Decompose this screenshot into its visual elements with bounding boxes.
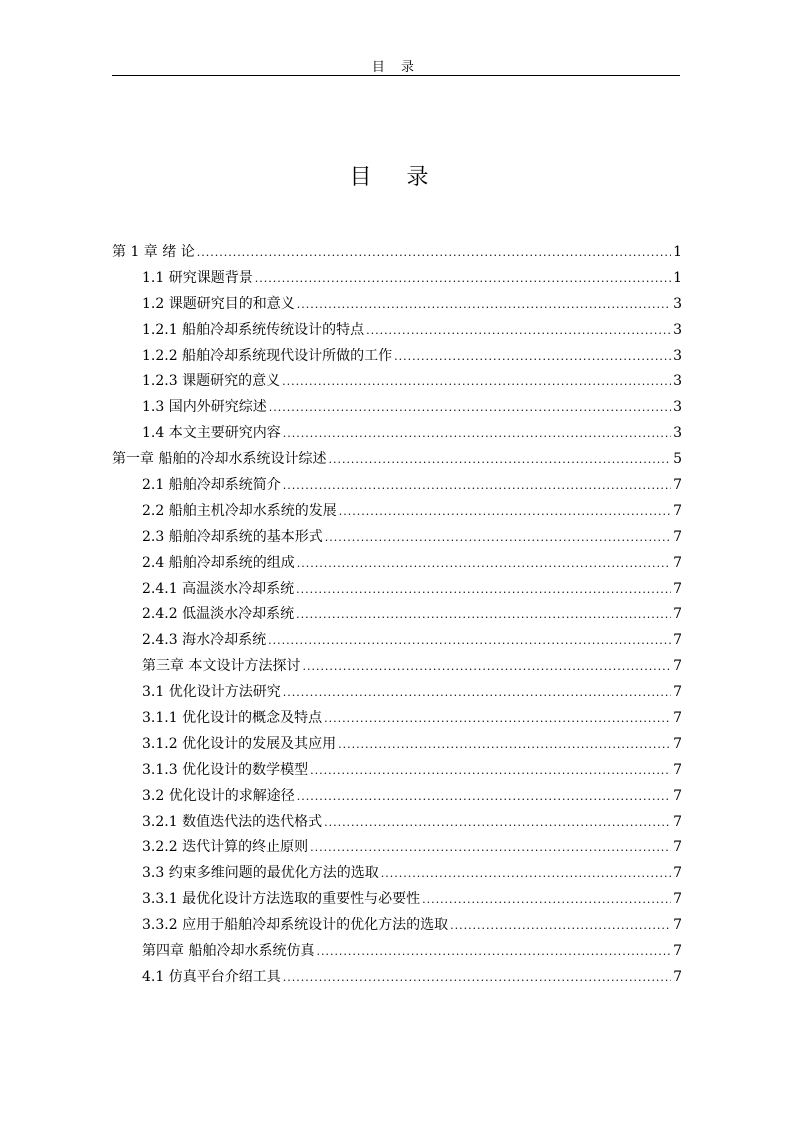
toc-entry[interactable] xyxy=(112,913,682,939)
toc-entry-label: 1.1 研究课题背景 xyxy=(142,269,253,286)
toc-page-number: 7 xyxy=(673,735,682,752)
toc-entry[interactable] xyxy=(112,939,682,965)
toc-entry[interactable] xyxy=(112,628,682,654)
toc-dot-leader xyxy=(450,913,671,939)
toc-dot-leader xyxy=(366,318,671,344)
running-header: 目 录 xyxy=(371,60,421,75)
toc-entry[interactable] xyxy=(112,887,682,913)
header-rule xyxy=(112,75,680,76)
toc-page-number: 7 xyxy=(673,917,682,934)
toc-entry-label: 2.4.2 低温淡水冷却系统 xyxy=(142,606,295,623)
toc-entry-label: 3.3 约束多维问题的最优化方法的选取 xyxy=(142,865,379,882)
toc-entry[interactable] xyxy=(112,318,682,344)
toc-page-number: 7 xyxy=(673,710,682,727)
toc-entry[interactable] xyxy=(112,810,682,836)
toc-page-number: 7 xyxy=(673,606,682,623)
toc-page-number: 7 xyxy=(673,891,682,908)
toc-entry[interactable] xyxy=(112,680,682,706)
toc-dot-leader xyxy=(297,784,671,810)
toc-dot-leader xyxy=(302,654,671,680)
toc-entry-label: 3.1.1 优化设计的概念及特点 xyxy=(142,710,323,727)
toc-dot-leader xyxy=(310,835,671,861)
toc-dot-leader xyxy=(283,421,671,447)
toc-dot-leader xyxy=(297,292,671,318)
toc-entry[interactable] xyxy=(112,344,682,370)
toc-entry-label: 3.1 优化设计方法研究 xyxy=(142,684,281,701)
toc-entry[interactable] xyxy=(112,551,682,577)
toc-page-number: 7 xyxy=(673,787,682,804)
toc-entry[interactable] xyxy=(112,240,682,266)
toc-page-number: 7 xyxy=(673,632,682,649)
toc-page-number: 1 xyxy=(673,269,682,286)
toc-dot-leader xyxy=(268,628,671,654)
toc-page-number: 3 xyxy=(673,399,682,416)
toc-page-number: 7 xyxy=(673,865,682,882)
toc-dot-leader xyxy=(296,602,671,628)
toc-page-number: 1 xyxy=(673,244,682,260)
toc-page-number: 7 xyxy=(673,502,682,519)
toc-entry-label: 1.3 国内外研究综述 xyxy=(142,399,267,416)
toc-page-number: 7 xyxy=(673,968,682,985)
toc-page-number: 7 xyxy=(673,943,682,960)
toc-dot-leader xyxy=(283,965,671,991)
toc-entry[interactable] xyxy=(112,758,682,784)
toc-dot-leader xyxy=(197,240,671,266)
toc-page-number: 3 xyxy=(673,295,682,312)
toc-dot-leader xyxy=(338,732,671,758)
toc-entry[interactable] xyxy=(112,421,682,447)
toc-dot-leader xyxy=(324,810,671,836)
toc-dot-leader xyxy=(283,473,671,499)
table-of-contents xyxy=(112,240,682,991)
toc-entry[interactable] xyxy=(112,499,682,525)
toc-page-number: 7 xyxy=(673,580,682,597)
toc-entry-label: 第 1 章 绪 论 xyxy=(112,244,195,260)
toc-entry-label: 2.4 船舶冷却系统的组成 xyxy=(142,554,295,571)
toc-entry-label: 2.4.3 海水冷却系统 xyxy=(142,632,267,649)
toc-entry[interactable] xyxy=(112,369,682,395)
toc-entry-label: 第一章 船舶的冷却水系统设计综述 xyxy=(112,451,327,468)
toc-entry[interactable] xyxy=(112,965,682,991)
toc-entry[interactable] xyxy=(112,706,682,732)
toc-dot-leader xyxy=(282,369,671,395)
toc-entry-label: 1.2.1 船舶冷却系统传统设计的特点 xyxy=(142,321,365,338)
toc-dot-leader xyxy=(328,447,671,473)
toc-entry-label: 1.2.2 船舶冷却系统现代设计所做的工作 xyxy=(142,347,393,364)
toc-entry-label: 3.3.2 应用于船舶冷却系统设计的优化方法的选取 xyxy=(142,917,449,934)
toc-entry-label: 第四章 船舶冷却水系统仿真 xyxy=(142,943,315,960)
toc-entry[interactable] xyxy=(112,577,682,603)
toc-page-number: 3 xyxy=(673,321,682,338)
toc-entry-label: 第三章 本文设计方法探讨 xyxy=(142,658,301,675)
toc-entry-label: 1.2 课题研究目的和意义 xyxy=(142,295,295,312)
toc-page-number: 7 xyxy=(673,839,682,856)
toc-dot-leader xyxy=(316,939,671,965)
toc-entry-label: 3.2.2 迭代计算的终止原则 xyxy=(142,839,309,856)
toc-entry-label: 1.4 本文主要研究内容 xyxy=(142,425,281,442)
toc-entry-label: 2.2 船舶主机冷却水系统的发展 xyxy=(142,502,337,519)
toc-entry-label: 3.1.2 优化设计的发展及其应用 xyxy=(142,735,337,752)
toc-entry-label: 1.2.3 课题研究的意义 xyxy=(142,373,281,390)
page-title: 目 录 xyxy=(349,165,443,190)
toc-page-number: 7 xyxy=(673,477,682,494)
toc-entry[interactable] xyxy=(112,602,682,628)
toc-page-number: 7 xyxy=(673,528,682,545)
toc-entry-label: 2.1 船舶冷却系统简介 xyxy=(142,477,281,494)
toc-entry[interactable] xyxy=(112,654,682,680)
toc-dot-leader xyxy=(296,577,671,603)
toc-page-number: 7 xyxy=(673,813,682,830)
toc-entry-label: 2.4.1 高温淡水冷却系统 xyxy=(142,580,295,597)
toc-page-number: 3 xyxy=(673,347,682,364)
toc-dot-leader xyxy=(255,266,671,292)
toc-entry[interactable] xyxy=(112,861,682,887)
toc-entry-label: 3.2.1 数值迭代法的迭代格式 xyxy=(142,813,323,830)
toc-entry-label: 3.1.3 优化设计的数学模型 xyxy=(142,761,309,778)
toc-page-number: 5 xyxy=(673,451,682,468)
toc-entry[interactable] xyxy=(112,732,682,758)
toc-entry-label: 2.3 船舶冷却系统的基本形式 xyxy=(142,528,323,545)
toc-dot-leader xyxy=(422,887,671,913)
toc-dot-leader xyxy=(269,395,671,421)
toc-entry-label: 3.3.1 最优化设计方法选取的重要性与必要性 xyxy=(142,891,421,908)
toc-dot-leader xyxy=(324,706,671,732)
toc-entry[interactable] xyxy=(112,835,682,861)
toc-page-number: 7 xyxy=(673,684,682,701)
toc-page-number: 3 xyxy=(673,373,682,390)
toc-entry[interactable] xyxy=(112,473,682,499)
toc-entry[interactable] xyxy=(112,525,682,551)
toc-entry[interactable] xyxy=(112,784,682,810)
toc-dot-leader xyxy=(381,861,671,887)
toc-dot-leader xyxy=(283,680,671,706)
toc-dot-leader xyxy=(325,525,671,551)
toc-page-number: 3 xyxy=(673,425,682,442)
toc-entry-label: 3.2 优化设计的求解途径 xyxy=(142,787,295,804)
toc-entry[interactable] xyxy=(112,395,682,421)
toc-page-number: 7 xyxy=(673,761,682,778)
toc-page-number: 7 xyxy=(673,658,682,675)
toc-entry[interactable] xyxy=(112,266,682,292)
toc-entry[interactable] xyxy=(112,292,682,318)
toc-dot-leader xyxy=(297,551,671,577)
toc-dot-leader xyxy=(394,344,671,370)
toc-entry[interactable] xyxy=(112,447,682,473)
toc-dot-leader xyxy=(339,499,671,525)
toc-entry-label: 4.1 仿真平台介绍工具 xyxy=(142,968,281,985)
toc-dot-leader xyxy=(310,758,671,784)
toc-page-number: 7 xyxy=(673,554,682,571)
